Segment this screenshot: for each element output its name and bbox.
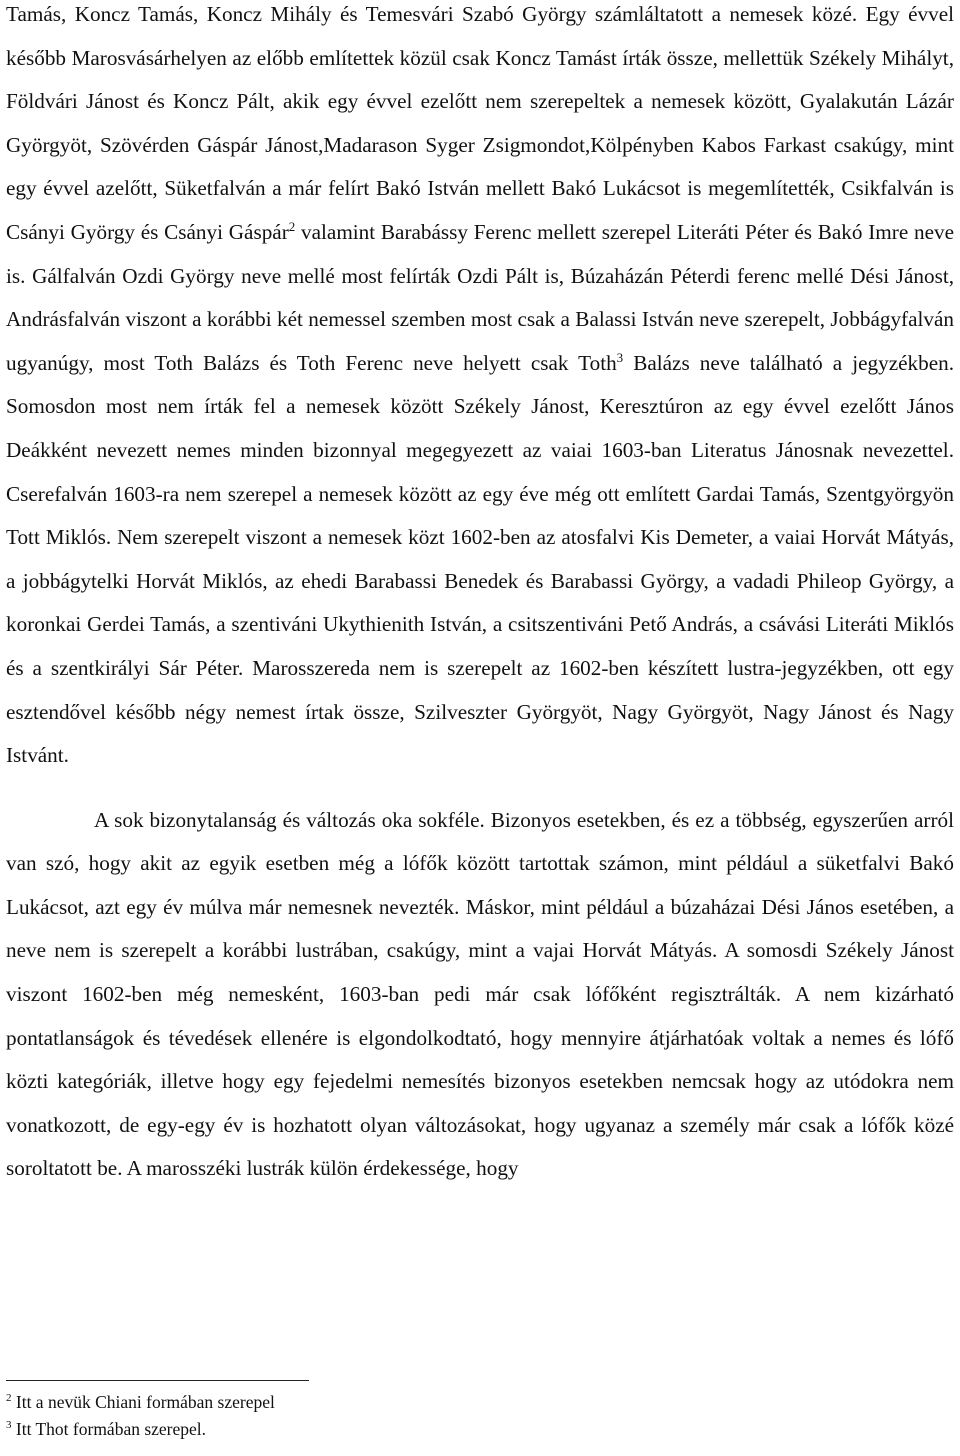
footnote-2: [6, 1389, 954, 1416]
footnote-ref-3: 3: [616, 349, 624, 365]
footnotes-section: [6, 1380, 954, 1443]
footnote-2-number: 2: [6, 1392, 12, 1405]
paragraph-1: [6, 0, 954, 778]
document-body: [6, 0, 954, 1191]
footnote-3: [6, 1416, 954, 1443]
footnote-ref-2: 2: [288, 218, 296, 234]
paragraph-2: A sok bizonytalanság és változás oka sokféle. Bizonyos esetekben, és ez a többség, egyszerűen arról van szó, hogy akit az egyik esetben még a lófők között tartottak számon, mint például a süketfalvi Bakó Lukácsot, azt egy év múlva már nemesnek nevezték. Máskor, mint például a búzaházai Dési János esetében, a neve nem is szerepelt a korábbi lustrában, csakúgy, mint a vajai Horvát Mátyás. A somosdi Székely Jánost viszont 1602-ben még nemesként, 1603-ban pedi már csak lófőként regisztrálták. A nem kizárható pontatlanságok és tévedések ellenére is elgondolkodtató, hogy mennyire átjárhatóak voltak a nemes és lófő közti kategóriák, illetve hogy egy fejedelmi nemesítés bizonyos esetekben nemcsak hogy az utódokra nem vonatkozott, de egy-egy év is hozhatott olyan változásokat, hogy ugyanaz a személy már csak a lófők közé soroltatott be. A marosszéki lustrák külön érdekessége, hogy: [6, 807, 954, 1181]
footnote-separator: [6, 1380, 309, 1381]
paragraph-1-part-2: valamint Barabássy Ferenc mellett szerepel Literáti Péter és Bakó Imre neve is. Gálfalván Ozdi György neve mellé most felírták Ozdi Pált is, Búzaházán Péterdi ferenc mellé Dési Jánost, Andrásfalván viszont a korábbi két nemessel szemben most csak a Balassi István neve szerepelt, Jobbágyfalván ugyanúgy, most Toth Balázs és Toth Ferenc neve helyett csak Toth: [6, 219, 954, 375]
footnote-2-text: Itt a nevük Chiani formában szerepel: [11, 1392, 275, 1412]
paragraph-1-part-3: Balázs neve található a jegyzékben. Somosdon most nem írták fel a nemesek között Székely Jánost, Keresztúron az egy évvel ezelőtt János Deákként nevezett nemes minden bizonnyal megegyezett az vaiai 1603-ban Literatus Jánosnak nevezettel. Cserefalván 1603-ra nem szerepel a nemesek között az egy éve még ott említett Gardai Tamás, Szentgyörgyön Tott Miklós. Nem szerepelt viszont a nemesek közt 1602-ben az atosfalvi Kis Demeter, a vaiai Horvát Mátyás, a jobbágytelki Horvát Miklós, az ehedi Barabassi Benedek és Barabassi György, a vadadi Phileop György, a koronkai Gerdei Tamás, a szentiváni Ukythienith István, a csitszentiváni Pető András, a csávási Literáti Miklós és a szentkirályi Sár Péter. Marosszereda nem is szerepelt az 1602-ben készített lustra-jegyzékben, ott egy esztendővel később négy nemest írtak össze, Szilveszter Györgyöt, Nagy Györgyöt, Nagy Jánost és Nagy Istvánt.: [6, 350, 954, 768]
paragraph-1-part-1: Tamás, Koncz Tamás, Koncz Mihály és Temesvári Szabó György számláltatott a nemesek közé. Egy évvel később Marosvásárhelyen az előbb említettek közül csak Koncz Tamást írták össze, mellettük Székely Mihályt, Földvári Jánost és Koncz Pált, akik egy évvel ezelőtt nem szerepeltek a nemesek között, Gyalakután Lázár Györgyöt, Szövérden Gáspár Jánost,Madarason Syger Zsigmondot,Kölpényben Kabos Farkast csakúgy, mint egy évvel azelőtt, Süketfalván a már felírt Bakó István mellett Bakó Lukácsot is megemlítették, Csikfalván is Csányi György és Csányi Gáspár: [6, 2, 954, 244]
footnote-3-number: 3: [6, 1419, 12, 1432]
footnote-3-text: Itt Thot formában szerepel.: [11, 1419, 207, 1439]
